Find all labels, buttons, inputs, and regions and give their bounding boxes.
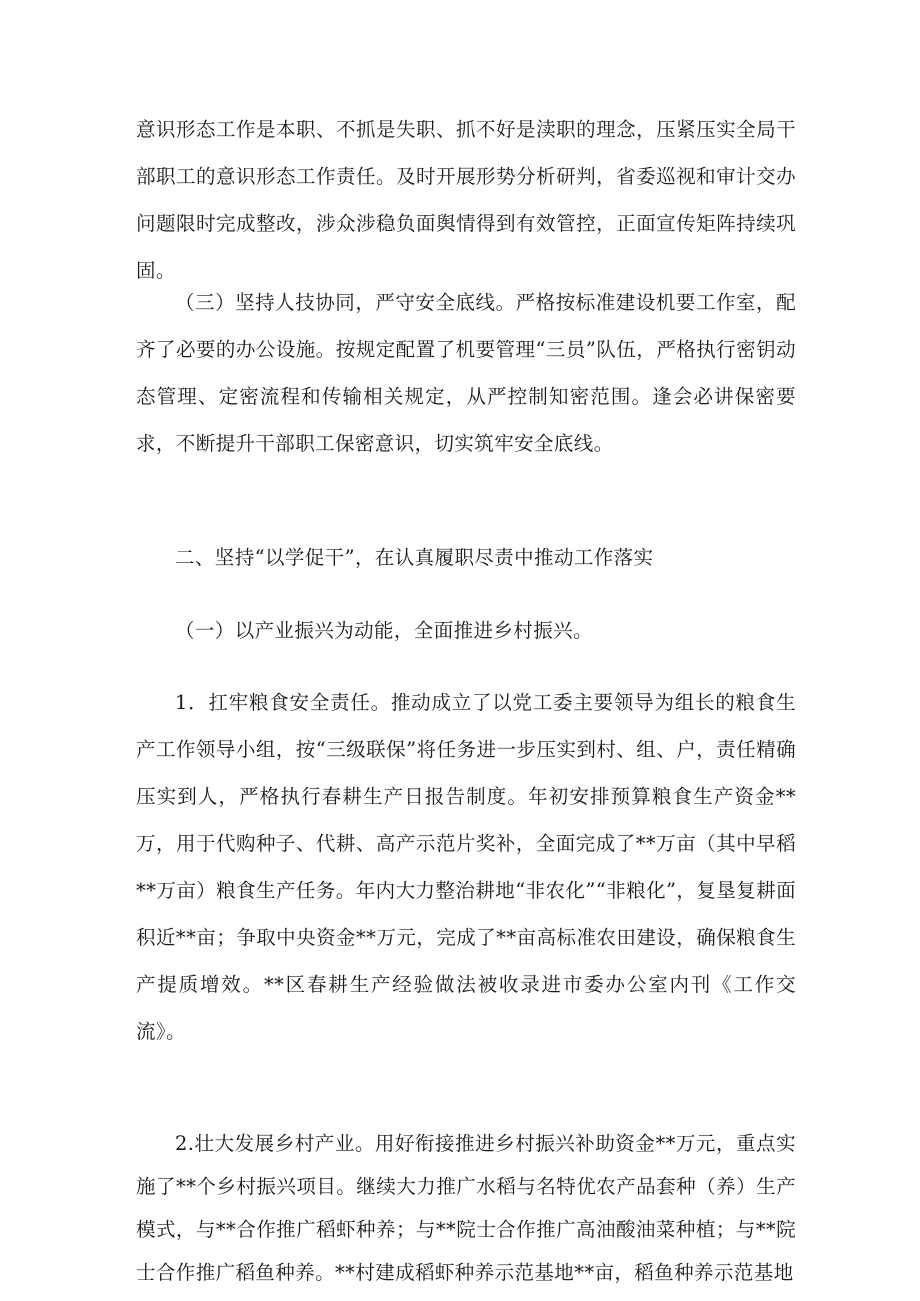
paragraph-rural-industry: 2.壮大发展乡村产业。用好衔接推进乡村振兴补助资金**万元，重点实施了**个乡村振兴项目。继续大力推广水稻与名特优农产品套种（养）生产模式，与**合作推广稻虾种养；与**院士合作推广高油酸油菜种植；与**院士合作推广稻鱼种养。**村建成稻虾种养示范基地**亩，稻鱼种养示范基地 bbox=[136, 1132, 796, 1284]
section-heading-two: 二、坚持“以学促干”，在认真履职尽责中推动工作落实 bbox=[175, 546, 654, 569]
paragraph-security-bottom-line: （三）坚持人技协同，严守安全底线。严格按标准建设机要工作室，配齐了必要的办公设施。按规定配置了机要管理“三员”队伍，严格执行密钥动态管理、定密流程和传输相关规定，从严控制知密范围。逢会必讲保密要求，不断提升干部职工保密意识，切实筑牢安全底线。 bbox=[136, 291, 796, 455]
paragraph-grain-security: 1．扛牢粮食安全责任。推动成立了以党工委主要领导为组长的粮食生产工作领导小组，按“三级联保”将任务进一步压实到村、组、户，责任精确压实到人，严格执行春耕生产日报告制度。年初安排预算粮食生产资金**万，用于代购种子、代耕、高产示范片奖补，全面完成了**万亩（其中早稻**万亩）粮食生产任务。年内大力整治耕地“非农化”“非粮化”，复垦复耕面积近**亩；争取中央资金**万元，完成了**亩高标准农田建设，确保粮食生产提质增效。**区春耕生产经验做法被收录进市委办公室内刊《工作交流》。 bbox=[136, 691, 796, 1043]
subsection-heading-one: （一）以产业振兴为动能，全面推进乡村振兴。 bbox=[175, 619, 593, 642]
paragraph-ideology-responsibility: 意识形态工作是本职、不抓是失职、抓不好是渎职的理念，压紧压实全局干部职工的意识形态工作责任。及时开展形势分析研判，省委巡视和审计交办问题限时完成整改，涉众涉稳负面舆情得到有效管控，正面宣传矩阵持续巩固。 bbox=[136, 118, 796, 282]
